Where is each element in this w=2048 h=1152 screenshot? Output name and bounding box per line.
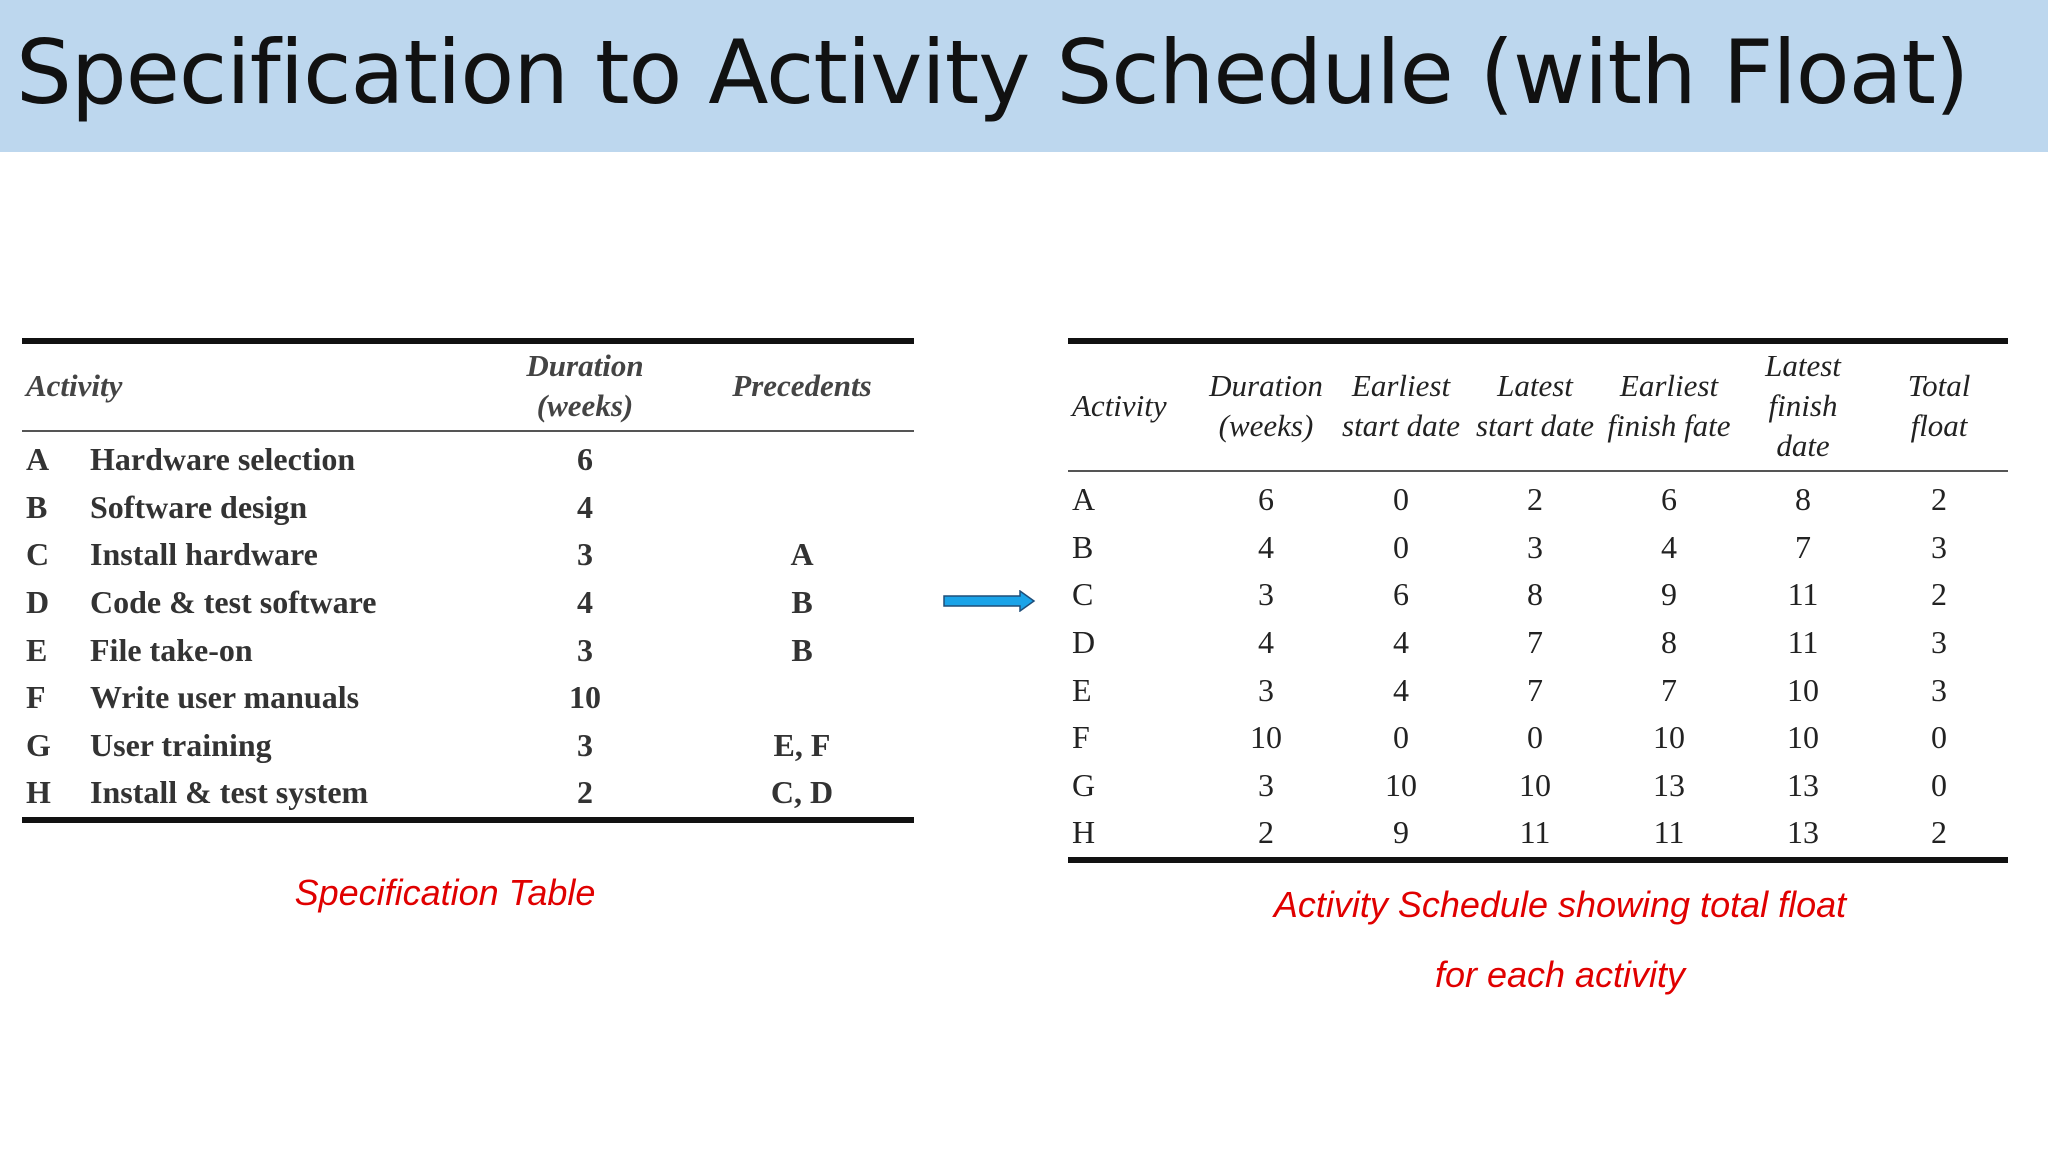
schedule-duration: 10 [1250,719,1282,756]
schedule-latest-start: 7 [1527,671,1543,708]
right-arrow-icon [942,590,1036,612]
schedule-latest-finish: 10 [1787,719,1819,756]
table-row [1068,762,2008,810]
schedule-activity-id: G [1072,766,1096,803]
schedule-duration: 3 [1258,576,1274,613]
spec-header-activity: Activity [22,341,480,431]
activity-id: H [26,774,51,811]
activity-precedents: B [791,584,813,621]
schedule-earliest-start: 9 [1393,814,1409,851]
table-row [22,722,914,770]
table-row [1068,666,2008,714]
activity-schedule-caption-line1: Activity Schedule showing total float [1273,884,1847,925]
schedule-activity-id: C [1072,576,1094,613]
schedule-earliest-finish: 6 [1661,481,1677,518]
schedule-total-float: 2 [1931,576,1947,613]
activity-precedents [690,674,914,722]
schedule-total-float: 0 [1931,719,1947,756]
schedule-activity-id: B [1072,528,1094,565]
activity-name: File take-on [90,631,253,668]
schedule-latest-start: 8 [1527,576,1543,613]
schedule-latest-start: 7 [1527,624,1543,661]
table-row [22,626,914,674]
activity-id: D [26,584,50,621]
activity-duration: 4 [577,488,593,525]
activity-id: F [26,679,46,716]
schedule-earliest-start: 0 [1393,528,1409,565]
schedule-header-total-float-line2: float [1910,408,1968,443]
table-row [1068,524,2008,572]
table-row [22,431,914,484]
table-row [1068,571,2008,619]
schedule-header-duration-line2: (weeks) [1218,408,1314,443]
title-bar [0,0,2048,152]
activity-name: User training [90,726,272,763]
schedule-latest-start: 11 [1519,814,1551,851]
table-row [22,531,914,579]
schedule-header-latest-start [1468,341,1602,471]
schedule-header-total-float [1870,341,2008,471]
activity-name: Hardware selection [90,441,356,478]
activity-precedents: E, F [773,726,831,763]
schedule-total-float: 3 [1931,624,1947,661]
schedule-activity-id: E [1072,671,1092,708]
schedule-header-earliest-start-line1: Earliest [1351,368,1451,403]
schedule-latest-start: 3 [1527,528,1543,565]
schedule-latest-start: 2 [1527,481,1543,518]
spec-header-duration-line1: Duration [526,348,644,383]
schedule-header-duration-line1: Duration [1209,368,1323,403]
activity-name: Code & test software [90,584,377,621]
schedule-latest-finish: 7 [1795,528,1811,565]
schedule-earliest-finish: 8 [1661,624,1677,661]
table-row [1068,714,2008,762]
activity-id: B [26,488,48,525]
schedule-activity-id: H [1072,814,1096,851]
schedule-header-latest-start-line2: start date [1476,408,1594,443]
schedule-earliest-start: 0 [1393,481,1409,518]
schedule-header-earliest-start-line2: start date [1342,408,1460,443]
schedule-earliest-start: 0 [1393,719,1409,756]
schedule-duration: 6 [1258,481,1274,518]
schedule-header-earliest-finish-line1: Earliest [1619,368,1719,403]
schedule-activity-id: F [1072,719,1090,756]
schedule-total-float: 2 [1931,481,1947,518]
activity-id: G [26,726,51,763]
schedule-header-row [1068,341,2008,471]
schedule-header-latest-finish-line2: finish date [1768,388,1838,463]
schedule-latest-finish: 10 [1787,671,1819,708]
schedule-earliest-start: 4 [1393,671,1409,708]
schedule-header-latest-start-line1: Latest [1497,368,1573,403]
slide-title: Specification to Activity Schedule (with Float) [16,21,1969,124]
schedule-total-float: 3 [1931,671,1947,708]
activity-id: A [26,441,50,478]
schedule-earliest-finish: 7 [1661,671,1677,708]
schedule-header-earliest-finish [1602,341,1736,471]
specification-table [22,338,914,823]
schedule-activity-id: D [1072,624,1096,661]
schedule-header-latest-finish [1736,341,1870,471]
spec-header-duration [480,341,690,431]
activity-precedents [690,431,914,484]
schedule-header-activity: Activity [1068,341,1198,471]
table-row [22,674,914,722]
schedule-earliest-start: 6 [1393,576,1409,613]
activity-duration: 3 [577,726,593,763]
schedule-total-float: 2 [1931,814,1947,851]
schedule-activity-id: A [1072,481,1096,518]
schedule-header-earliest-start [1334,341,1468,471]
schedule-latest-finish: 13 [1787,766,1819,803]
schedule-latest-finish: 11 [1787,576,1819,613]
table-row [22,769,914,820]
table-row [1068,619,2008,667]
table-row [22,579,914,627]
activity-name: Write user manuals [90,679,360,716]
schedule-header-earliest-finish-line2: finish fate [1607,408,1731,443]
activity-schedule-table [1068,338,2008,863]
schedule-earliest-start: 10 [1385,766,1417,803]
specification-table-caption: Specification Table [294,872,596,913]
activity-duration: 10 [569,679,601,716]
activity-duration: 6 [577,441,593,478]
schedule-duration: 2 [1258,814,1274,851]
activity-schedule-caption-line2: for each activity [1434,954,1686,995]
schedule-duration: 4 [1258,528,1274,565]
activity-precedents [690,484,914,532]
activity-schedule-caption [1160,870,1960,1010]
activity-duration: 3 [577,631,593,668]
schedule-earliest-finish: 11 [1653,814,1685,851]
activity-id: C [26,536,50,573]
activity-duration: 2 [577,774,593,811]
schedule-earliest-start: 4 [1393,624,1409,661]
activity-duration: 3 [577,536,593,573]
schedule-earliest-finish: 10 [1653,719,1685,756]
schedule-earliest-finish: 9 [1661,576,1677,613]
activity-precedents: C, D [770,774,834,811]
schedule-header-latest-finish-line1: Latest [1765,348,1841,383]
activity-duration: 4 [577,584,593,621]
spec-header-row [22,341,914,431]
spec-header-precedents: Precedents [690,341,914,431]
schedule-total-float: 0 [1931,766,1947,803]
schedule-duration: 3 [1258,766,1274,803]
schedule-latest-start: 10 [1519,766,1551,803]
table-row [1068,471,2008,524]
schedule-latest-finish: 11 [1787,624,1819,661]
activity-name: Install hardware [90,536,318,573]
schedule-latest-finish: 13 [1787,814,1819,851]
schedule-header-duration [1198,341,1334,471]
schedule-latest-start: 0 [1527,719,1543,756]
spec-header-duration-line2: (weeks) [536,388,634,423]
schedule-duration: 3 [1258,671,1274,708]
schedule-header-total-float-line1: Total [1907,368,1971,403]
activity-precedents: B [791,631,813,668]
schedule-earliest-finish: 13 [1653,766,1685,803]
schedule-total-float: 3 [1931,528,1947,565]
activity-name: Software design [90,488,308,525]
schedule-duration: 4 [1258,624,1274,661]
schedule-earliest-finish: 4 [1661,528,1677,565]
activity-id: E [26,631,48,668]
activity-precedents: A [790,536,814,573]
schedule-latest-finish: 8 [1795,481,1811,518]
activity-name: Install & test system [90,774,369,811]
table-row [22,484,914,532]
table-row [1068,809,2008,860]
